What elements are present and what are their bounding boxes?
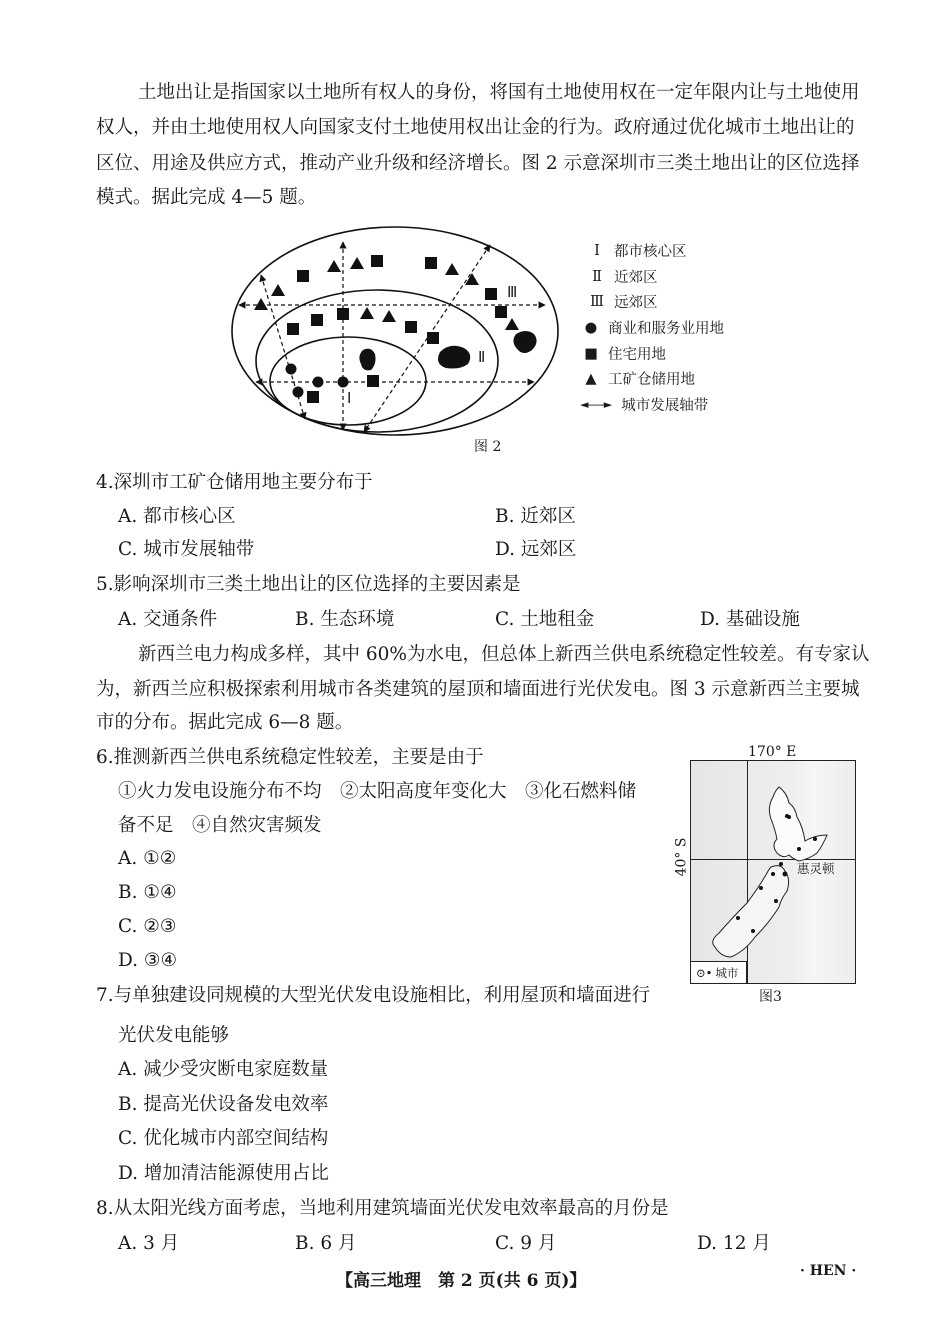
q7-option-d: D. 增加清洁能源使用占比 bbox=[118, 1163, 329, 1184]
q5-option-c: C. 土地租金 bbox=[495, 609, 595, 630]
q4-option-b: B. 近郊区 bbox=[495, 506, 576, 527]
q7-option-c: C. 优化城市内部空间结构 bbox=[118, 1128, 329, 1149]
q6-option-d: D. ③④ bbox=[118, 950, 178, 971]
intro1-line: 模式。据此完成 4—5 题。 bbox=[96, 187, 317, 208]
legend-residential bbox=[584, 343, 666, 364]
wellington-label: 惠灵顿 bbox=[797, 861, 835, 876]
q8-option-d: D. 12 月 bbox=[697, 1233, 771, 1254]
q7-stem: 光伏发电能够 bbox=[118, 1025, 230, 1046]
intro2-line: 市的分布。据此完成 6—8 题。 bbox=[96, 712, 354, 733]
q6-option-b: B. ①④ bbox=[118, 882, 177, 903]
circle-icon: ● bbox=[584, 319, 598, 336]
q5-option-d: D. 基础设施 bbox=[700, 609, 800, 630]
legend-label: 城市发展轴带 bbox=[621, 398, 709, 414]
zone-label-core: Ⅰ bbox=[347, 391, 352, 407]
zone-label-suburb: Ⅱ bbox=[478, 350, 486, 366]
legend-label: 商业和服务业用地 bbox=[608, 321, 724, 337]
legend-commercial bbox=[584, 317, 724, 338]
q4-option-d: D. 远郊区 bbox=[495, 539, 577, 560]
legend-suburb bbox=[590, 266, 658, 287]
q7-option-b: B. 提高光伏设备发电效率 bbox=[118, 1094, 329, 1115]
legend-symbol: Ⅰ bbox=[594, 242, 600, 259]
legend-symbol: Ⅱ bbox=[592, 268, 602, 285]
map-legend-label: 城市 bbox=[715, 965, 739, 980]
q8-option-a: A. 3 月 bbox=[118, 1233, 180, 1254]
q6-items-line: 备不足 ④自然灾害频发 bbox=[118, 815, 322, 836]
latitude-label: 40° S bbox=[673, 837, 690, 877]
intro1-line: 权人，并由土地使用权人向国家支付土地使用权出让金的行为。政府通过优化城市土地出让的 bbox=[96, 117, 855, 138]
dashed-arrow-icon: ◄------► bbox=[580, 398, 612, 411]
city-symbol-icon: ⊙• bbox=[696, 965, 713, 980]
legend-label: 都市核心区 bbox=[614, 244, 687, 260]
q4-option-a: A. 都市核心区 bbox=[118, 506, 236, 527]
legend-industrial bbox=[584, 368, 695, 389]
figure2-caption: 图 2 bbox=[474, 439, 502, 455]
intro1-line: 土地出让是指国家以土地所有权人的身份，将国有土地使用权在一定年限内让与土地使用 bbox=[138, 82, 860, 103]
q8-option-c: C. 9 月 bbox=[495, 1233, 557, 1254]
q5-stem: 5.影响深圳市三类土地出让的区位选择的主要因素是 bbox=[96, 574, 521, 595]
cluster-blobs bbox=[359, 331, 536, 370]
legend-core bbox=[590, 240, 687, 261]
intro2-line: 为，新西兰应积极探索利用城市各类建筑的屋顶和墙面进行光伏发电。图 3 示意新西兰主要城 bbox=[96, 679, 860, 700]
q5-option-a: A. 交通条件 bbox=[118, 609, 218, 630]
q6-option-a: A. ①② bbox=[118, 848, 177, 869]
q5-option-b: B. 生态环境 bbox=[295, 609, 395, 630]
q8-stem: 8.从太阳光线方面考虑，当地利用建筑墙面光伏发电效率最高的月份是 bbox=[96, 1198, 669, 1219]
footer-code: · HEN · bbox=[800, 1263, 857, 1279]
legend-axis bbox=[580, 394, 708, 415]
q6-stem: 6.推测新西兰供电系统稳定性较差，主要是由于 bbox=[96, 747, 484, 768]
legend-symbol: Ⅲ bbox=[590, 293, 604, 310]
new-zealand-map bbox=[690, 760, 856, 984]
figure3-caption: 图3 bbox=[759, 989, 782, 1005]
legend-label: 近郊区 bbox=[614, 270, 658, 286]
industrial-markers bbox=[254, 257, 519, 330]
intro2-line: 新西兰电力构成多样，其中 60%为水电，但总体上新西兰供电系统稳定性较差。有专家认 bbox=[138, 644, 870, 665]
legend-label: 工矿仓储用地 bbox=[608, 372, 695, 388]
longitude-label: 170° E bbox=[748, 744, 797, 760]
page-footer: 【高三地理 第 2 页(共 6 页)】 bbox=[336, 1271, 587, 1291]
intro1-line: 区位、用途及供应方式，推动产业升级和经济增长。图 2 示意深圳市三类土地出让的区位选择 bbox=[96, 153, 860, 174]
legend-label: 住宅用地 bbox=[608, 347, 666, 363]
legend-outer bbox=[590, 291, 658, 312]
q8-option-b: B. 6 月 bbox=[295, 1233, 357, 1254]
triangle-icon: ▲ bbox=[585, 370, 597, 387]
legend-label: 远郊区 bbox=[614, 295, 658, 311]
q7-option-a: A. 减少受灾断电家庭数量 bbox=[118, 1059, 329, 1080]
square-icon: ■ bbox=[584, 345, 598, 362]
q6-option-c: C. ②③ bbox=[118, 916, 177, 937]
q4-option-c: C. 城市发展轴带 bbox=[118, 539, 255, 560]
q7-stem: 7.与单独建设同规模的大型光伏发电设施相比，利用屋顶和墙面进行 bbox=[96, 985, 651, 1006]
zone-label-outer: Ⅲ bbox=[507, 285, 518, 301]
q6-items-line: ①火力发电设施分布不均 ②太阳高度年变化大 ③化石燃料储 bbox=[118, 781, 637, 802]
map-legend bbox=[691, 961, 747, 983]
q4-stem: 4.深圳市工矿仓储用地主要分布于 bbox=[96, 472, 373, 493]
